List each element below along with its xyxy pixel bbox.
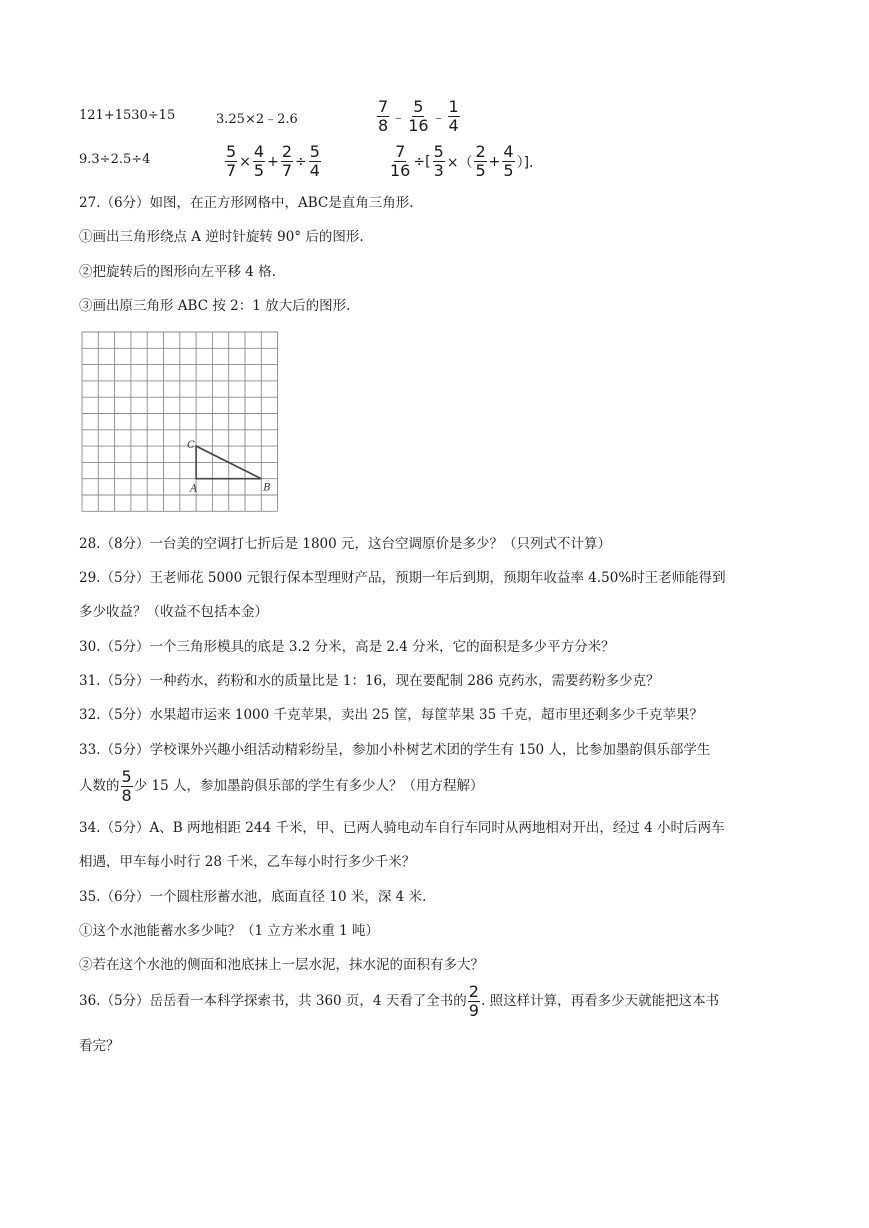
question-30: 30.（5分）一个三角形模具的底是 3.2 分米，高是 2.4 分米，它的面积是多少平方分米？ [79, 639, 615, 655]
fraction: $\frac{1}{4}$ [448, 97, 459, 135]
fraction: $\frac{5}{16}$ [408, 97, 429, 135]
question-29-line-1: 29.（5分）王老师花 5000 元银行保本型理财产品，预期一年后到期，预期年收益率 4.50%时王老师能得到 [79, 570, 726, 586]
question-28: 28.（8分）一台美的空调打七折后是 1800 元，这台空调原价是多少？（只列式不计算） [79, 536, 611, 552]
vertex-label-a: A [190, 483, 198, 495]
question-34-line-2: 相遇，甲车每小时行 28 千米，乙车每小时行多少千米？ [79, 854, 416, 870]
question-27-step-1: ①画出三角形绕点 A 逆时针旋转 90° 后的图形. [79, 229, 364, 245]
vertex-label-b: B [263, 482, 271, 494]
fraction: $\frac{4}{5}$ [253, 142, 265, 180]
calc-expression-1: 121+1530÷15 [79, 108, 176, 123]
question-35-title: 35.（6分）一个圆柱形蓄水池，底面直径 10 米，深 4 米. [79, 889, 427, 905]
question-36-line-1: 36.（5分）岳岳看一本科学探索书，共 360 页，4 天看了全书的 $\frac{2}{9}$ . 照这样计算，再看多少天就能把这本书 [79, 982, 720, 1020]
question-35-step-1: ①这个水池能蓄水多少吨？（1 立方米水重 1 吨） [79, 923, 380, 939]
grid-figure [80, 330, 280, 525]
fraction: $\frac{2}{9}$ [468, 982, 479, 1020]
fraction: $\frac{4}{5}$ [503, 142, 514, 180]
fraction: $\frac{5}{7}$ [226, 142, 237, 180]
question-27-step-3: ③画出原三角形 ABC 按 2：1 放大后的图形. [79, 298, 351, 314]
grid-lines [82, 332, 278, 511]
calc-expression-2: 3.25×2﹣2.6 [216, 112, 298, 127]
calc-expression-3: $\frac{7}{8}$ ﹣ $\frac{5}{16}$ ﹣ $\frac{1}{4}$ [378, 97, 459, 135]
fraction: $\frac{5}{4}$ [309, 142, 320, 180]
question-29-line-2: 多少收益？（收益不包括本金） [79, 604, 268, 620]
question-33-line-1: 33.（5分）学校课外兴趣小组活动精彩纷呈，参加小朴树艺术团的学生有 150 人，比参加墨韵俱乐部学生 [79, 742, 711, 758]
fraction: $\frac{2}{7}$ [281, 142, 293, 180]
fraction: $\frac{5}{3}$ [433, 142, 444, 180]
fraction: $\frac{7}{8}$ [378, 97, 389, 135]
question-36-line-2: 看完？ [79, 1038, 120, 1054]
fraction: $\frac{7}{16}$ [390, 142, 411, 180]
calc-expression-4: 9.3÷2.5÷4 [79, 152, 151, 167]
fraction: $\frac{5}{8}$ [121, 767, 132, 805]
question-35-step-2: ②若在这个水池的侧面和池底抹上一层水泥，抹水泥的面积有多大？ [79, 957, 484, 973]
question-32: 32.（5分）水果超市运来 1000 千克苹果，卖出 25 筐，每筐苹果 35 千克，超市里还剩多少千克苹果？ [79, 707, 704, 723]
question-31: 31.（5分）一种药水，药粉和水的质量比是 1：16，现在要配制 286 克药水，需要药粉多少克？ [79, 673, 660, 689]
question-33-line-2: 人数的 $\frac{5}{8}$ 少 15 人，参加墨韵俱乐部的学生有多少人？（用方程解） [79, 767, 484, 805]
question-27-step-2: ②把旋转后的图形向左平移 4 格. [79, 264, 276, 280]
calc-expression-5: $\frac{5}{7}$ × $\frac{4}{5}$ + $\frac{2}{7}$ ÷ $\frac{5}{4}$ [226, 142, 320, 180]
vertex-label-c: C [187, 440, 195, 452]
calc-expression-6: $\frac{7}{16}$ ÷[ $\frac{5}{3}$ ×（ $\frac{2}{5}$ + $\frac{4}{5}$ ）]. [390, 142, 534, 180]
question-27-title: 27.（6分）如图，在正方形网格中，ABC是直角三角形. [79, 195, 414, 211]
fraction: $\frac{2}{5}$ [475, 142, 486, 180]
question-34-line-1: 34.（5分）A、B 两地相距 244 千米，甲、已两人骑电动车自行车同时从两地相对开出，经过 4 小时后两车 [79, 820, 725, 836]
